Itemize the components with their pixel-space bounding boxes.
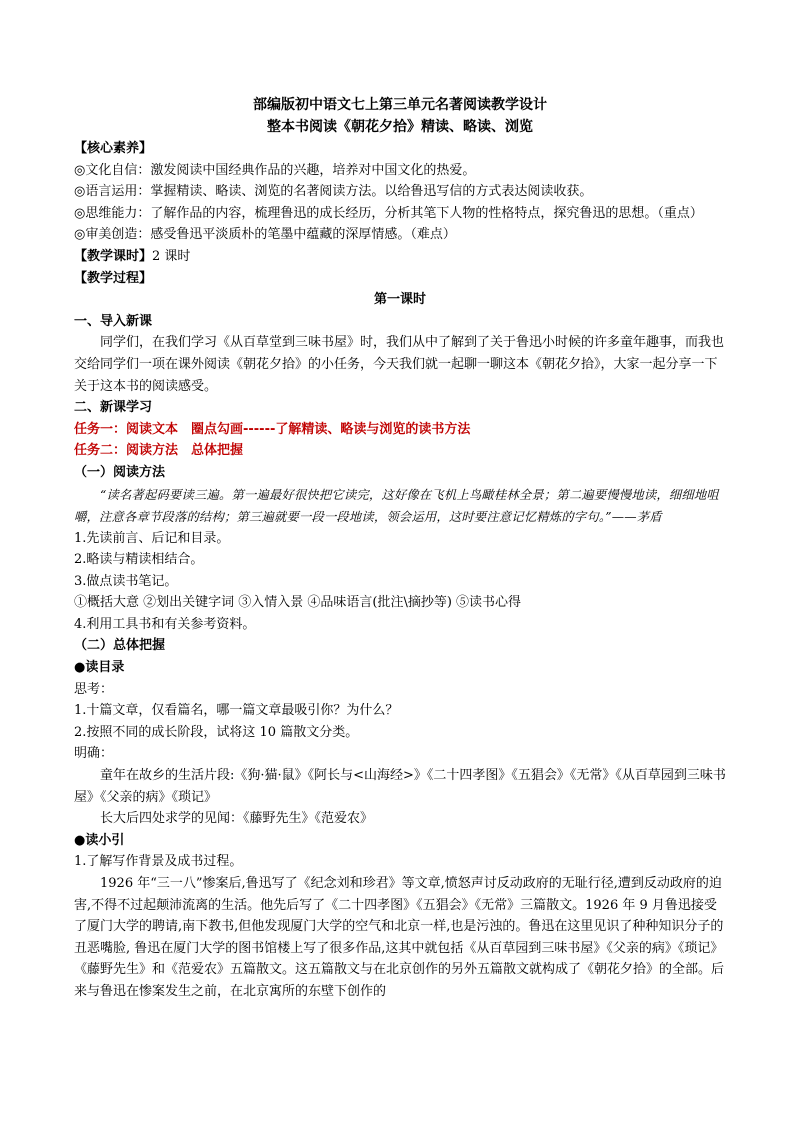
teaching-hours-line <box>74 246 726 268</box>
method-item-4: 4.利用工具书和有关参考资料。 <box>74 616 256 632</box>
method-item-3-details: ①概括大意 ②划出关键字词 ③入情入景 ④品味语言(批注\摘抄等) ⑤读书心得 <box>74 595 522 611</box>
overall-grasp-heading: （二）总体把握 <box>74 638 166 654</box>
teaching-hours-value: 2 课时 <box>152 248 191 264</box>
task-2: 任务二：阅读方法 总体把握 <box>74 443 244 459</box>
think-item-2: 2.按照不同的成长阶段，试将这 10 篇散文分类。 <box>74 724 359 740</box>
section-1-heading: 一、导入新课 <box>74 313 153 329</box>
section-1-paragraph: 同学们，在我们学习《从百草堂到三味书屋》时，我们从中了解到了关于鲁迅小时候的许多童年趣事，而我也交给同学们一项在课外阅读《朝花夕拾》的小任务，今天我们就一起聊一聊这本《朝花夕拾》，大家一起分享一下关于这本书的阅读感受。 <box>74 335 725 394</box>
core-item-thinking: ◎思维能力：了解作品的内容，梳理鲁迅的成长经历，分析其笔下人物的性格特点，探究鲁迅的思想。（重点） <box>74 205 703 221</box>
teaching-hours-label: 【教学课时】 <box>74 248 153 264</box>
lesson-title: 第一课时 <box>373 292 426 308</box>
method-item-2: 2.略读与精读相结合。 <box>74 552 204 568</box>
read-intro-heading: ●读小引 <box>74 832 125 848</box>
answer-childhood: 童年在故乡的生活片段:《狗·猫·鼠》《阿长与<山海经>》《二十四孝图》《五猖会》《无常》《从百草园到三味书屋》《父亲的病》《琐记》 <box>74 768 726 805</box>
core-item-language: ◎语言运用：掌握精读、略读、浏览的名著阅读方法。以给鲁迅写信的方式表达阅读收获。 <box>74 184 593 200</box>
method-item-1: 1.先读前言、后记和目录。 <box>74 530 230 546</box>
answer-label: 明确： <box>74 746 114 762</box>
think-label: 思考： <box>74 681 114 697</box>
think-item-1: 1.十篇文章，仅看篇名，哪一篇文章最吸引你？为什么？ <box>74 703 399 719</box>
reading-methods-heading: （一）阅读方法 <box>74 464 166 480</box>
core-item-culture: ◎文化自信：激发阅读中国经典作品的兴趣，培养对中国文化的热爱。 <box>74 162 476 178</box>
mao-dun-quote: “读名著起码要读三遍。第一遍最好很快把它读完，这好像在飞机上鸟瞰桂林全景；第二遍要慢慢地读，细细地咀嚼，注意各章节段落的结构；第三遍就要一段一段地读，领会运用，这时要注意记忆精炼的字句。”——茅盾 <box>74 487 719 524</box>
intro-item-1: 1.了解写作背景及成书过程。 <box>74 854 243 870</box>
document-subtitle: 整本书阅读《朝花夕拾》精读、略读、浏览 <box>267 119 533 135</box>
core-competency-heading: 【核心素养】 <box>74 141 153 156</box>
document-title: 部编版初中语文七上第三单元名著阅读教学设计 <box>253 97 547 113</box>
intro-background-paragraph: 1926 年“三一八”惨案后,鲁迅写了《纪念刘和珍君》等文章,愤怒声讨反动政府的无耻行径,遭到反动政府的迫害,不得不过起颠沛流离的生活。他先后写了《二十四孝图》《五猖会》《无常》三篇散文。1926 年 9 月鲁迅接受了厦门大学的聘请,南下教书,但他发现厦门大学的空气和北京一样,也是污浊的。鲁迅在这里见识了种种知识分子的丑恶嘴脸, 鲁迅在厦门大学的图书馆楼上写了很多作品,这其中就包括《从百草园到三味书屋》《父亲的病》《琐记》《藤野先生》和《范爱农》五篇散文。这五篇散文与在北京创作的另外五篇散文就构成了《朝花夕拾》的全部。后来与鲁迅在惨案发生之前，在北京寓所的东壁下创作的 <box>74 876 725 999</box>
task-1: 任务一：阅读文本 圈点勾画------了解精读、略读与浏览的读书方法 <box>74 421 471 437</box>
method-item-3: 3.做点读书笔记。 <box>74 573 178 589</box>
core-item-aesthetic: ◎审美创造：感受鲁迅平淡质朴的笔墨中蕴藏的深厚情感。（难点） <box>74 227 456 243</box>
read-toc-heading: ●读目录 <box>74 660 125 676</box>
section-2-heading: 二、新课学习 <box>74 400 153 416</box>
teaching-process-heading: 【教学过程】 <box>74 270 153 286</box>
answer-adulthood: 长大后四处求学的见闻：《藤野先生》《范爱农》 <box>100 811 374 827</box>
document-body <box>74 94 726 1003</box>
